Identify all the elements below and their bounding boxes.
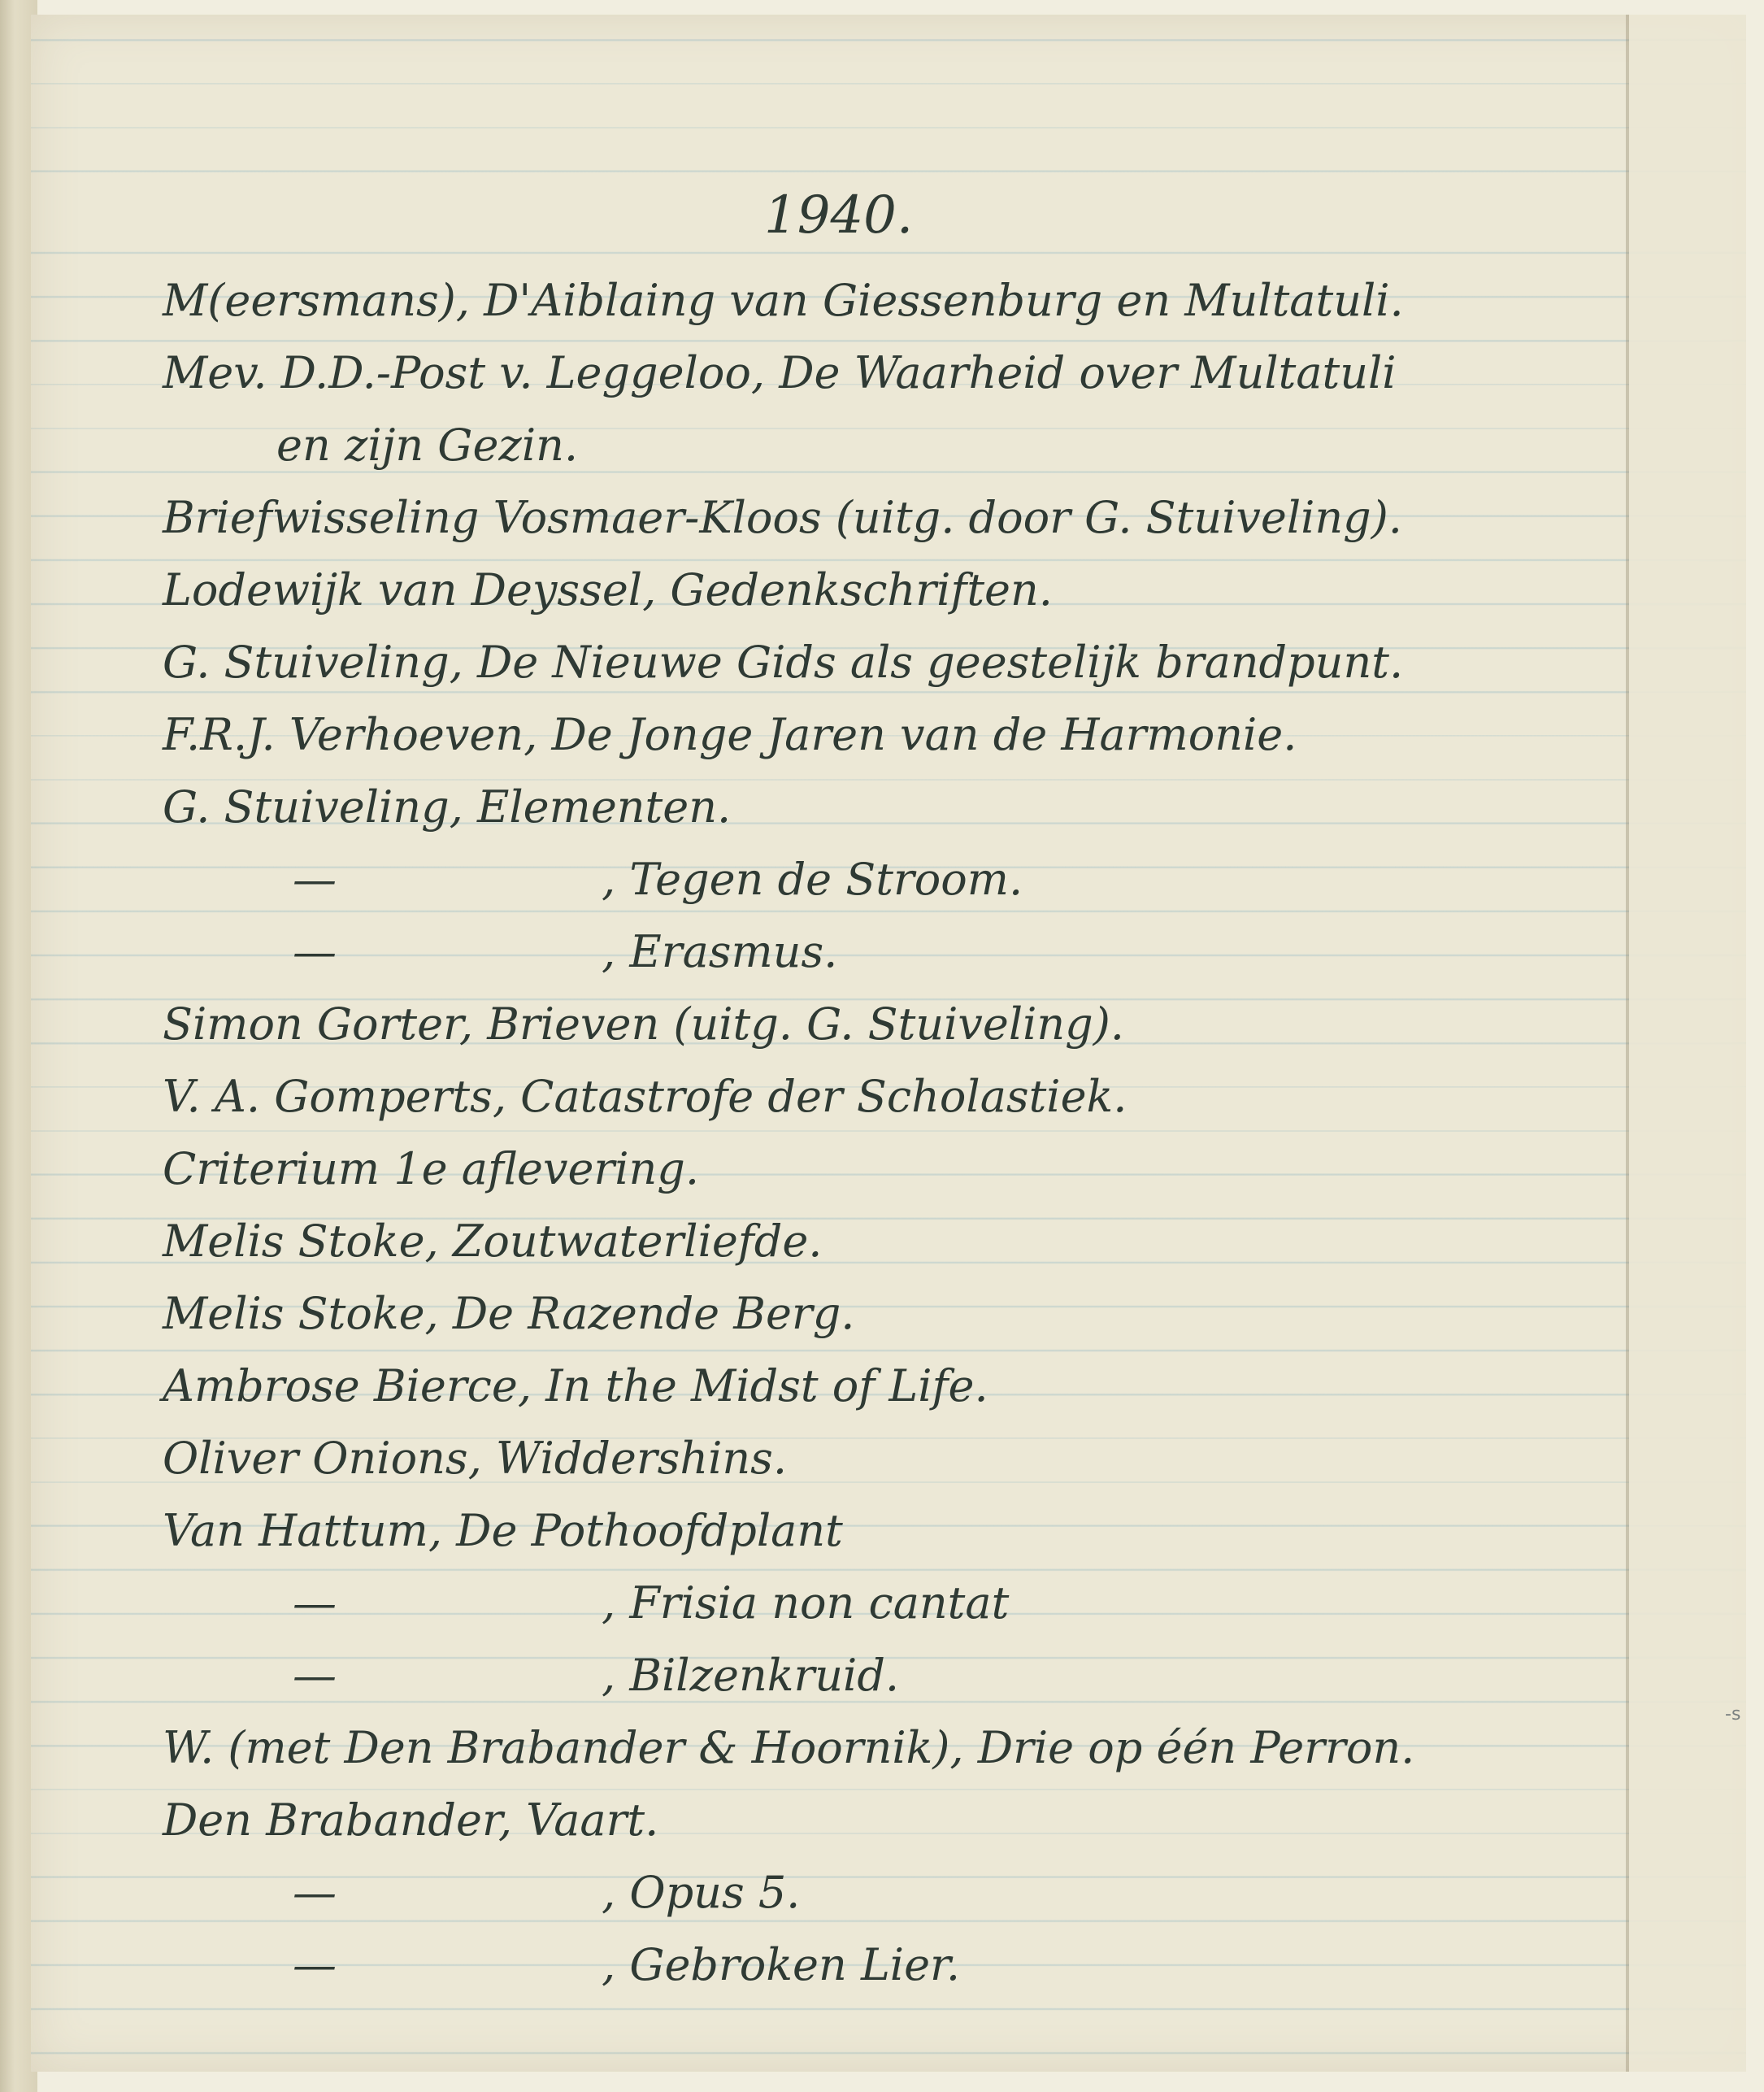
entry-text: M(eersmans), D'Aiblaing van Giessenburg en Multatuli.: [163, 275, 1404, 326]
entry-text: G. Stuiveling, De Nieuwe Gids als geestelijk brandpunt.: [163, 637, 1404, 688]
entry-text: Lodewijk van Deyssel, Gedenkschriften.: [163, 564, 1053, 615]
list-item: [163, 337, 1414, 409]
year-heading: 1940.: [764, 185, 914, 246]
list-item: [163, 1205, 1414, 1277]
list-item: [163, 481, 1414, 554]
list-item: [163, 1422, 1414, 1494]
entry-text: Mev. D.D.-Post v. Leggeloo, De Waarheid over Multatuli: [163, 347, 1397, 398]
entry-text: , Bilzenkruid.: [602, 1650, 900, 1701]
list-item-ditto: [163, 1929, 1414, 2001]
entry-text: Briefwisseling Vosmaer-Kloos (uitg. door G. Stuiveling).: [163, 492, 1402, 543]
entry-text: F.R.J. Verhoeven, De Jonge Jaren van de Harmonie.: [163, 709, 1297, 760]
entry-text: Melis Stoke, De Razende Berg.: [163, 1288, 855, 1339]
ditto-dash: —: [293, 1939, 337, 1990]
ditto-dash: —: [293, 854, 337, 905]
entry-text: W. (met Den Brabander & Hoornik), Drie op één Perron.: [163, 1722, 1415, 1773]
list-item: [163, 698, 1414, 771]
list-item-ditto: [163, 1639, 1414, 1711]
entry-text: , Opus 5.: [602, 1867, 801, 1918]
entry-text: , Tegen de Stroom.: [602, 854, 1023, 905]
list-item-ditto: [163, 1567, 1414, 1639]
list-item: [163, 1133, 1414, 1205]
list-item: [163, 1494, 1414, 1567]
entry-text: Melis Stoke, Zoutwaterliefde.: [163, 1216, 823, 1267]
ditto-dash: —: [293, 1867, 337, 1918]
entry-text: , Erasmus.: [602, 926, 838, 977]
ditto-dash: —: [293, 926, 337, 977]
list-item-ditto: [163, 1856, 1414, 1929]
page-right-margin: [1629, 15, 1746, 2072]
list-item: [163, 771, 1414, 843]
list-item: [163, 988, 1414, 1060]
list-item: [163, 1711, 1414, 1784]
entry-text: , Frisia non cantat: [602, 1577, 1010, 1629]
entry-text: Ambrose Bierce, In the Midst of Life.: [163, 1360, 988, 1411]
list-item: [163, 1060, 1414, 1133]
list-item: [163, 1350, 1414, 1422]
entry-text: Van Hattum, De Pothoofdplant: [163, 1505, 843, 1556]
list-item: [163, 1784, 1414, 1856]
list-item-continuation: [163, 409, 1414, 481]
entry-text: en zijn Gezin.: [276, 420, 579, 471]
entry-text: Den Brabander, Vaart.: [163, 1794, 659, 1846]
ditto-dash: —: [293, 1650, 337, 1701]
list-item: [163, 264, 1414, 337]
list-item-ditto: [163, 843, 1414, 916]
entry-text: , Gebroken Lier.: [602, 1939, 961, 1990]
list-item: [163, 554, 1414, 626]
list-item: [163, 626, 1414, 698]
entry-text: Simon Gorter, Brieven (uitg. G. Stuiveling).: [163, 998, 1124, 1050]
list-item: [163, 1277, 1414, 1350]
entry-text: V. A. Gomperts, Catastrofe der Scholastiek.: [163, 1071, 1127, 1122]
ditto-dash: —: [293, 1577, 337, 1629]
margin-mark: -s: [1725, 1704, 1741, 1724]
reading-list: [163, 264, 1414, 2001]
entry-text: Oliver Onions, Widdershins.: [163, 1433, 788, 1484]
entry-text: Criterium 1e aflevering.: [163, 1143, 699, 1194]
entry-text: G. Stuiveling, Elementen.: [163, 781, 732, 833]
list-item-ditto: [163, 916, 1414, 988]
